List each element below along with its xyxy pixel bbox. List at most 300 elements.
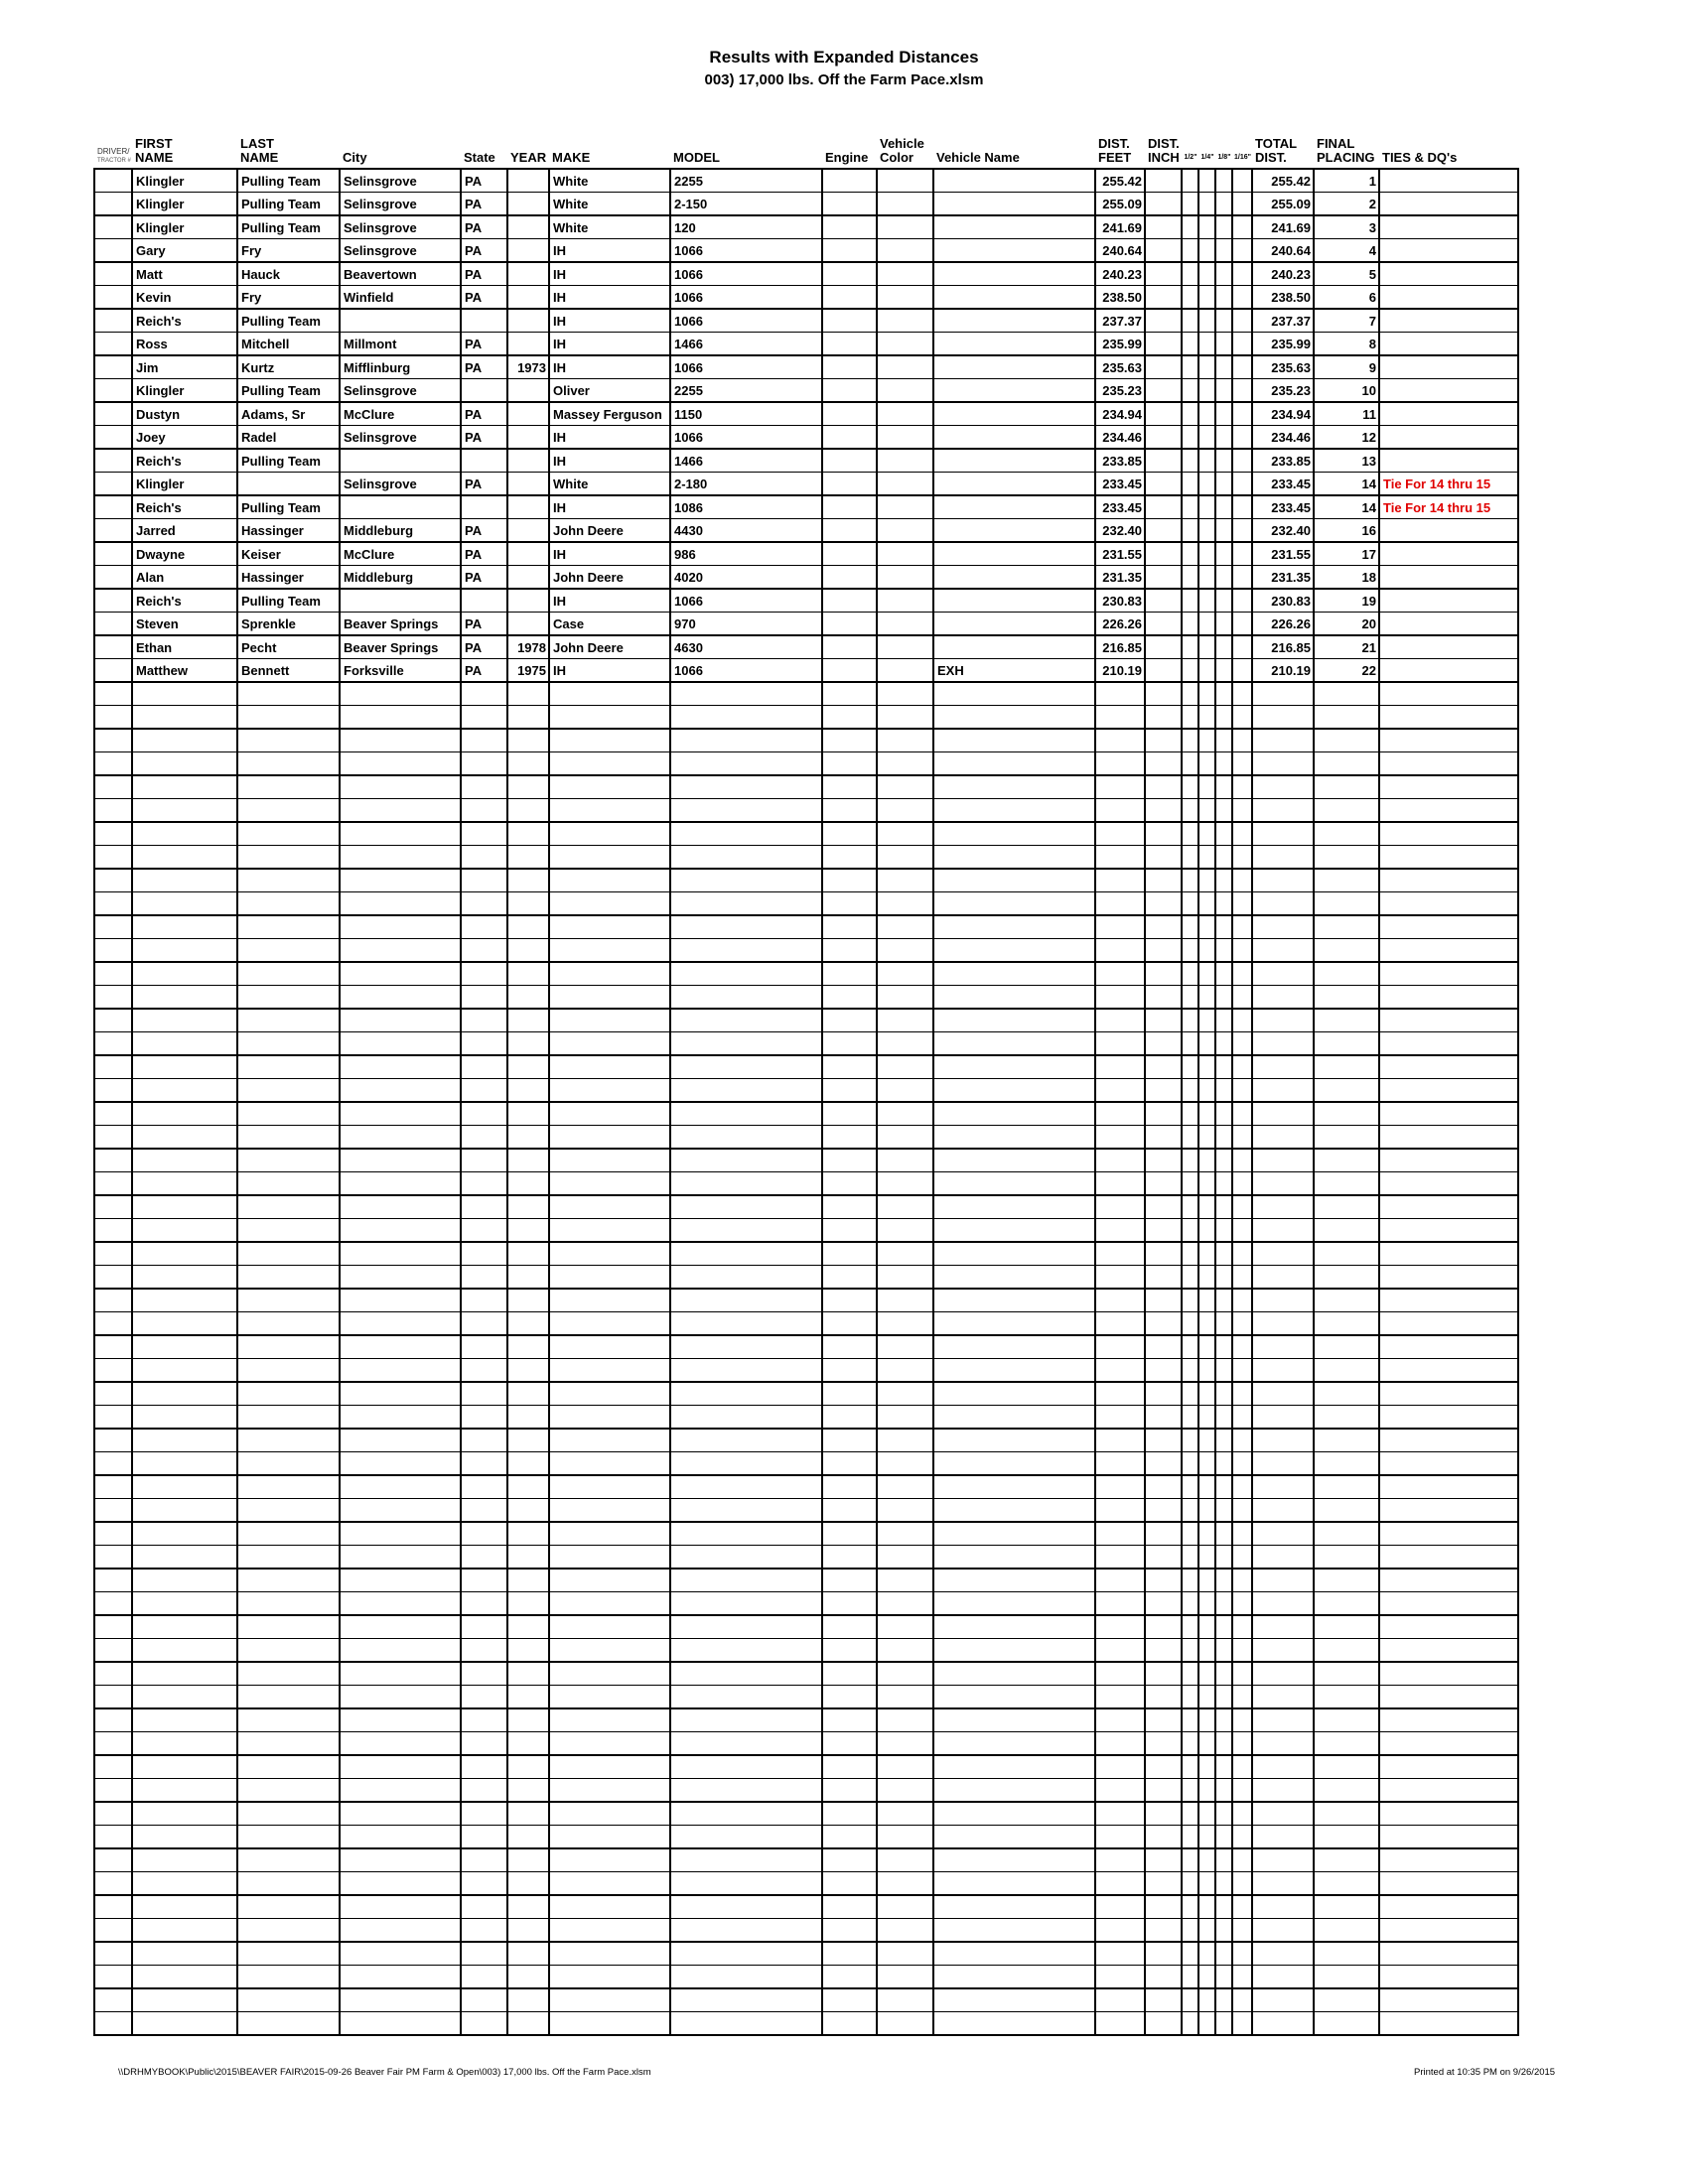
cell-state — [461, 846, 507, 870]
cell-h8 — [1215, 1195, 1232, 1219]
cell-year — [507, 1032, 549, 1056]
cell-num — [94, 193, 132, 216]
cell-h4 — [1198, 1732, 1215, 1756]
cell-dist-inch — [1145, 355, 1182, 379]
result-row — [94, 542, 1518, 566]
cell-h16 — [1232, 822, 1252, 846]
cell-year — [507, 519, 549, 543]
cell-vehicle-name — [933, 635, 1095, 659]
cell-city — [340, 1732, 461, 1756]
cell-dist-inch — [1145, 799, 1182, 823]
cell-model — [670, 1009, 822, 1032]
cell-first: Klingler — [132, 193, 237, 216]
cell-h2 — [1182, 1242, 1198, 1266]
empty-row — [94, 1266, 1518, 1290]
cell-h16 — [1232, 1289, 1252, 1312]
cell-model — [670, 1919, 822, 1943]
cell-city — [340, 729, 461, 752]
cell-placing — [1314, 775, 1379, 799]
cell-color — [877, 1569, 933, 1592]
cell-model — [670, 1522, 822, 1546]
cell-first: Matt — [132, 262, 237, 286]
cell-placing — [1314, 1266, 1379, 1290]
cell-h16 — [1232, 1102, 1252, 1126]
cell-last: Pulling Team — [237, 169, 340, 193]
cell-dist-feet — [1095, 1079, 1145, 1103]
cell-h2 — [1182, 1848, 1198, 1872]
cell-vehicle-name — [933, 1848, 1095, 1872]
cell-placing — [1314, 1522, 1379, 1546]
cell-h8 — [1215, 1708, 1232, 1732]
cell-placing — [1314, 1312, 1379, 1336]
col-header-vehicle-name: Vehicle Name — [936, 150, 1020, 165]
cell-model — [670, 1475, 822, 1499]
cell-placing — [1314, 1102, 1379, 1126]
cell-last — [237, 1266, 340, 1290]
cell-first — [132, 1919, 237, 1943]
cell-h4 — [1198, 379, 1215, 403]
cell-city — [340, 1242, 461, 1266]
cell-make — [549, 1032, 670, 1056]
cell-dist-inch — [1145, 1335, 1182, 1359]
cell-model — [670, 1826, 822, 1849]
cell-dist-feet: 232.40 — [1095, 519, 1145, 543]
cell-vehicle-name — [933, 1732, 1095, 1756]
cell-dist-feet — [1095, 706, 1145, 730]
col-header-quarter-inch: 1/4" — [1200, 154, 1214, 161]
cell-h2 — [1182, 869, 1198, 892]
cell-last — [237, 822, 340, 846]
cell-make — [549, 1895, 670, 1919]
cell-vehicle-name — [933, 1499, 1095, 1523]
cell-num — [94, 355, 132, 379]
cell-color — [877, 752, 933, 776]
cell-year — [507, 1942, 549, 1966]
empty-row — [94, 1988, 1518, 2012]
cell-num — [94, 333, 132, 356]
cell-model — [670, 1686, 822, 1709]
cell-placing — [1314, 1219, 1379, 1243]
cell-ties — [1379, 449, 1518, 473]
cell-engine — [822, 449, 877, 473]
report-title-block — [0, 46, 1688, 91]
cell-h16 — [1232, 1242, 1252, 1266]
cell-make — [549, 1289, 670, 1312]
cell-year — [507, 566, 549, 590]
cell-state — [461, 1802, 507, 1826]
empty-row — [94, 1055, 1518, 1079]
cell-h16 — [1232, 1686, 1252, 1709]
cell-first — [132, 869, 237, 892]
cell-total-dist — [1252, 1079, 1314, 1103]
cell-vehicle-name — [933, 1592, 1095, 1616]
cell-color — [877, 1546, 933, 1570]
cell-last: Keiser — [237, 542, 340, 566]
cell-state — [461, 729, 507, 752]
cell-ties — [1379, 1406, 1518, 1430]
cell-h16 — [1232, 215, 1252, 239]
cell-vehicle-name — [933, 1219, 1095, 1243]
cell-dist-inch — [1145, 1919, 1182, 1943]
cell-h8 — [1215, 2012, 1232, 2036]
cell-model — [670, 1266, 822, 1290]
cell-ties — [1379, 1826, 1518, 1849]
cell-city — [340, 1522, 461, 1546]
cell-city — [340, 1406, 461, 1430]
cell-h8 — [1215, 1662, 1232, 1686]
header-row — [94, 137, 1518, 169]
cell-placing — [1314, 1732, 1379, 1756]
cell-color — [877, 566, 933, 590]
cell-total-dist — [1252, 1686, 1314, 1709]
cell-last — [237, 2012, 340, 2036]
cell-placing — [1314, 1592, 1379, 1616]
cell-dist-feet — [1095, 1569, 1145, 1592]
cell-vehicle-name — [933, 1639, 1095, 1663]
cell-placing — [1314, 1475, 1379, 1499]
cell-city — [340, 1499, 461, 1523]
cell-city — [340, 1708, 461, 1732]
result-row — [94, 402, 1518, 426]
cell-h4 — [1198, 1895, 1215, 1919]
cell-h16 — [1232, 1732, 1252, 1756]
cell-h16 — [1232, 1126, 1252, 1150]
cell-ties — [1379, 286, 1518, 310]
cell-placing: 18 — [1314, 566, 1379, 590]
cell-h8 — [1215, 169, 1232, 193]
cell-h2 — [1182, 729, 1198, 752]
cell-last — [237, 962, 340, 986]
cell-engine — [822, 309, 877, 333]
cell-color — [877, 426, 933, 450]
cell-last — [237, 1172, 340, 1196]
cell-num — [94, 402, 132, 426]
cell-dist-feet — [1095, 1802, 1145, 1826]
cell-ties — [1379, 1686, 1518, 1709]
cell-state — [461, 2012, 507, 2036]
result-row — [94, 215, 1518, 239]
cell-engine — [822, 1102, 877, 1126]
cell-state: PA — [461, 355, 507, 379]
cell-h2 — [1182, 1826, 1198, 1849]
cell-h4 — [1198, 1289, 1215, 1312]
cell-vehicle-name — [933, 1942, 1095, 1966]
cell-h2 — [1182, 239, 1198, 263]
cell-state — [461, 1079, 507, 1103]
cell-dist-feet — [1095, 1195, 1145, 1219]
cell-last — [237, 1686, 340, 1709]
cell-make — [549, 1149, 670, 1172]
cell-h2 — [1182, 1802, 1198, 1826]
cell-vehicle-name — [933, 1686, 1095, 1709]
cell-first — [132, 1289, 237, 1312]
cell-make — [549, 1639, 670, 1663]
cell-total-dist — [1252, 1919, 1314, 1943]
cell-placing: 4 — [1314, 239, 1379, 263]
cell-year — [507, 286, 549, 310]
cell-ties — [1379, 542, 1518, 566]
cell-h8 — [1215, 1732, 1232, 1756]
cell-last: Hassinger — [237, 519, 340, 543]
cell-dist-feet — [1095, 1055, 1145, 1079]
cell-ties — [1379, 962, 1518, 986]
cell-color — [877, 1009, 933, 1032]
cell-ties — [1379, 635, 1518, 659]
cell-first — [132, 892, 237, 916]
cell-h8 — [1215, 1406, 1232, 1430]
cell-dist-feet: 234.46 — [1095, 426, 1145, 450]
cell-h16 — [1232, 939, 1252, 963]
cell-total-dist — [1252, 1475, 1314, 1499]
cell-vehicle-name — [933, 1429, 1095, 1452]
cell-make: IH — [549, 542, 670, 566]
cell-engine — [822, 775, 877, 799]
col-header-sixteenth-inch: 1/16" — [1234, 154, 1251, 161]
cell-model: 1066 — [670, 262, 822, 286]
cell-ties — [1379, 799, 1518, 823]
cell-first: Reich's — [132, 495, 237, 519]
result-row — [94, 379, 1518, 403]
cell-dist-inch — [1145, 1988, 1182, 2012]
cell-vehicle-name — [933, 1779, 1095, 1803]
cell-city — [340, 1662, 461, 1686]
cell-dist-feet: 241.69 — [1095, 215, 1145, 239]
cell-h4 — [1198, 262, 1215, 286]
cell-city: Beaver Springs — [340, 613, 461, 636]
cell-num — [94, 1569, 132, 1592]
cell-h8 — [1215, 775, 1232, 799]
cell-last — [237, 1032, 340, 1056]
cell-color — [877, 1919, 933, 1943]
cell-year — [507, 869, 549, 892]
cell-num — [94, 706, 132, 730]
cell-dist-feet — [1095, 939, 1145, 963]
cell-engine — [822, 1032, 877, 1056]
empty-row — [94, 729, 1518, 752]
cell-dist-feet — [1095, 915, 1145, 939]
cell-ties — [1379, 1266, 1518, 1290]
cell-placing — [1314, 2012, 1379, 2036]
cell-engine — [822, 682, 877, 706]
cell-year — [507, 1662, 549, 1686]
cell-h4 — [1198, 1079, 1215, 1103]
cell-make: IH — [549, 426, 670, 450]
result-row — [94, 169, 1518, 193]
cell-engine — [822, 869, 877, 892]
cell-placing — [1314, 1335, 1379, 1359]
cell-city — [340, 1802, 461, 1826]
cell-ties — [1379, 892, 1518, 916]
cell-h4 — [1198, 1848, 1215, 1872]
cell-vehicle-name — [933, 775, 1095, 799]
cell-h4 — [1198, 215, 1215, 239]
cell-first — [132, 1429, 237, 1452]
cell-engine — [822, 1359, 877, 1383]
cell-total-dist: 231.35 — [1252, 566, 1314, 590]
cell-dist-inch — [1145, 1149, 1182, 1172]
cell-num — [94, 1055, 132, 1079]
cell-total-dist: 232.40 — [1252, 519, 1314, 543]
cell-vehicle-name — [933, 1032, 1095, 1056]
cell-first — [132, 1219, 237, 1243]
cell-dist-feet: 237.37 — [1095, 309, 1145, 333]
cell-dist-inch — [1145, 379, 1182, 403]
cell-engine — [822, 589, 877, 613]
cell-vehicle-name — [933, 519, 1095, 543]
cell-num — [94, 729, 132, 752]
cell-state: PA — [461, 262, 507, 286]
cell-year — [507, 1872, 549, 1896]
cell-dist-inch — [1145, 1452, 1182, 1476]
cell-dist-feet — [1095, 1872, 1145, 1896]
cell-h2 — [1182, 1615, 1198, 1639]
cell-dist-feet — [1095, 869, 1145, 892]
cell-last — [237, 706, 340, 730]
cell-make — [549, 1406, 670, 1430]
cell-placing: 13 — [1314, 449, 1379, 473]
cell-dist-feet: 238.50 — [1095, 286, 1145, 310]
cell-dist-feet — [1095, 1359, 1145, 1383]
empty-row — [94, 1335, 1518, 1359]
cell-city — [340, 986, 461, 1010]
cell-last — [237, 799, 340, 823]
cell-ties — [1379, 309, 1518, 333]
cell-num — [94, 682, 132, 706]
cell-total-dist: 234.94 — [1252, 402, 1314, 426]
cell-dist-inch — [1145, 1966, 1182, 1989]
cell-dist-feet: 230.83 — [1095, 589, 1145, 613]
cell-h4 — [1198, 309, 1215, 333]
cell-h2 — [1182, 1522, 1198, 1546]
cell-h16 — [1232, 752, 1252, 776]
cell-make — [549, 1475, 670, 1499]
cell-last — [237, 1732, 340, 1756]
cell-engine — [822, 659, 877, 683]
cell-first — [132, 1895, 237, 1919]
cell-total-dist — [1252, 775, 1314, 799]
cell-dist-inch — [1145, 1592, 1182, 1616]
cell-vehicle-name — [933, 1126, 1095, 1150]
cell-h16 — [1232, 1475, 1252, 1499]
cell-state — [461, 1569, 507, 1592]
cell-first: Matthew — [132, 659, 237, 683]
cell-make — [549, 1009, 670, 1032]
cell-make — [549, 986, 670, 1010]
cell-last — [237, 1988, 340, 2012]
cell-ties — [1379, 333, 1518, 356]
cell-vehicle-name — [933, 309, 1095, 333]
cell-year — [507, 1382, 549, 1406]
cell-placing — [1314, 752, 1379, 776]
cell-make: Massey Ferguson — [549, 402, 670, 426]
cell-engine — [822, 1149, 877, 1172]
cell-first: Jarred — [132, 519, 237, 543]
cell-dist-inch — [1145, 613, 1182, 636]
cell-h2 — [1182, 822, 1198, 846]
cell-num — [94, 1149, 132, 1172]
cell-color — [877, 1708, 933, 1732]
cell-city — [340, 1102, 461, 1126]
cell-last — [237, 1359, 340, 1383]
cell-dist-feet: 235.99 — [1095, 333, 1145, 356]
cell-ties — [1379, 986, 1518, 1010]
cell-vehicle-name — [933, 542, 1095, 566]
cell-color — [877, 495, 933, 519]
cell-last: Hassinger — [237, 566, 340, 590]
cell-last — [237, 1826, 340, 1849]
cell-h8 — [1215, 613, 1232, 636]
cell-color — [877, 1639, 933, 1663]
cell-ties — [1379, 915, 1518, 939]
cell-color — [877, 473, 933, 496]
cell-h4 — [1198, 1009, 1215, 1032]
cell-h8 — [1215, 1895, 1232, 1919]
cell-dist-inch — [1145, 846, 1182, 870]
cell-make: IH — [549, 286, 670, 310]
cell-city: Selinsgrove — [340, 379, 461, 403]
cell-h16 — [1232, 1569, 1252, 1592]
cell-first — [132, 1662, 237, 1686]
cell-total-dist: 235.99 — [1252, 333, 1314, 356]
cell-num — [94, 1406, 132, 1430]
cell-h2 — [1182, 635, 1198, 659]
cell-h2 — [1182, 1872, 1198, 1896]
cell-num — [94, 635, 132, 659]
cell-last — [237, 1779, 340, 1803]
cell-h2 — [1182, 659, 1198, 683]
cell-last — [237, 892, 340, 916]
cell-h2 — [1182, 2012, 1198, 2036]
cell-last: Pulling Team — [237, 449, 340, 473]
cell-h16 — [1232, 1966, 1252, 1989]
col-header-model: MODEL — [673, 150, 720, 165]
cell-state — [461, 986, 507, 1010]
empty-row — [94, 1499, 1518, 1523]
empty-row — [94, 1522, 1518, 1546]
cell-total-dist — [1252, 1219, 1314, 1243]
cell-city — [340, 1966, 461, 1989]
cell-last — [237, 1499, 340, 1523]
cell-model: 1066 — [670, 426, 822, 450]
cell-num — [94, 1102, 132, 1126]
empty-row — [94, 1966, 1518, 1989]
cell-first — [132, 1942, 237, 1966]
cell-h2 — [1182, 752, 1198, 776]
cell-model — [670, 1242, 822, 1266]
cell-total-dist — [1252, 1755, 1314, 1779]
cell-placing — [1314, 986, 1379, 1010]
cell-h4 — [1198, 1126, 1215, 1150]
cell-city — [340, 846, 461, 870]
cell-dist-inch — [1145, 1708, 1182, 1732]
cell-dist-feet — [1095, 1592, 1145, 1616]
cell-dist-feet: 233.45 — [1095, 495, 1145, 519]
cell-model — [670, 939, 822, 963]
cell-vehicle-name — [933, 846, 1095, 870]
cell-dist-feet — [1095, 1032, 1145, 1056]
cell-total-dist: 240.23 — [1252, 262, 1314, 286]
cell-h8 — [1215, 1942, 1232, 1966]
cell-city: Middleburg — [340, 519, 461, 543]
result-row — [94, 333, 1518, 356]
cell-h8 — [1215, 1126, 1232, 1150]
cell-city: Beavertown — [340, 262, 461, 286]
cell-year — [507, 1172, 549, 1196]
cell-vehicle-name — [933, 473, 1095, 496]
cell-state — [461, 915, 507, 939]
cell-color — [877, 1242, 933, 1266]
cell-color — [877, 449, 933, 473]
